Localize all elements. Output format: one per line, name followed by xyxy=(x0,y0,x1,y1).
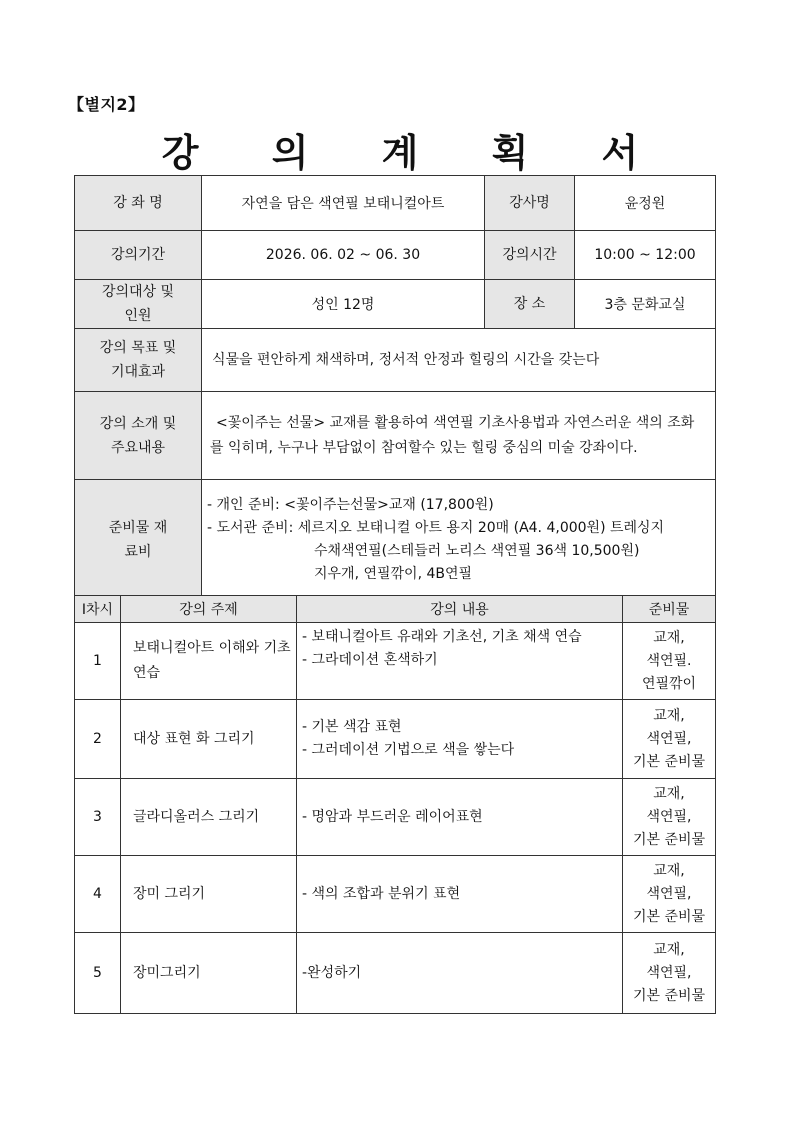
table-row xyxy=(75,856,716,933)
target-value: 성인 12명 xyxy=(202,280,485,329)
material-line: 기본 준비물 xyxy=(632,908,706,925)
place-value: 3층 문화교실 xyxy=(575,280,716,329)
material-line: 교재, xyxy=(653,707,685,724)
goal-label: 강의 목표 및 기대효과 xyxy=(75,329,202,392)
session-materials xyxy=(623,700,716,779)
content-line: - 색의 조합과 분위기 표현 xyxy=(302,885,461,902)
session-topic: 보태니컬아트 이해와 기초연습 xyxy=(121,623,297,700)
session-content xyxy=(297,779,623,856)
course-name-value: 자연을 담은 색연필 보태니컬아트 xyxy=(202,176,485,231)
period-label: 강의기간 xyxy=(75,231,202,280)
material-line: 색연필, xyxy=(646,885,692,902)
session-content xyxy=(297,623,623,700)
material-line: 교재, xyxy=(653,785,685,802)
material-line: 기본 준비물 xyxy=(632,987,706,1004)
material-line: 색연필, xyxy=(646,964,692,981)
prep-line-library: - 도서관 준비: 세르지오 보태니컬 아트 용지 20매 (A4. 4,000원) 트레싱지 xyxy=(207,519,665,536)
session-number: 2 xyxy=(75,700,121,779)
content-line: - 그라데이션 혼색하기 xyxy=(302,652,438,668)
intro-label: 강의 소개 및 주요내용 xyxy=(75,392,202,480)
content-line: -완성하기 xyxy=(302,964,362,981)
target-label: 강의대상 및 인원 xyxy=(75,280,202,329)
session-materials xyxy=(623,856,716,933)
material-line: 색연필, xyxy=(646,808,692,825)
session-number: 5 xyxy=(75,933,121,1014)
attachment-tag: 【별지2】 xyxy=(68,95,145,114)
session-materials xyxy=(623,779,716,856)
place-label: 장 소 xyxy=(485,280,575,329)
content-line: - 기본 색감 표현 xyxy=(302,719,402,735)
session-content xyxy=(297,856,623,933)
course-name-label: 강 좌 명 xyxy=(75,176,202,231)
material-line: 색연필, xyxy=(646,730,692,747)
session-content xyxy=(297,700,623,779)
session-topic: 대상 표현 화 그리기 xyxy=(121,700,297,779)
header-materials: 준비물 xyxy=(623,596,716,623)
header-topic: 강의 주제 xyxy=(121,596,297,623)
prep-line-pencils: 수채색연필(스테들러 노리스 색연필 36색 10,500원) xyxy=(314,542,640,559)
prep-label: 준비물 재료비 xyxy=(75,480,202,600)
material-line: 기본 준비물 xyxy=(632,753,706,770)
session-number: 1 xyxy=(75,623,121,700)
content-line: - 명암과 부드러운 레이어표현 xyxy=(302,808,483,825)
course-info-table xyxy=(74,175,716,600)
material-line: 교재, xyxy=(653,862,685,879)
document-title: 강 의 계 획 서 xyxy=(161,131,669,175)
session-topic: 글라디올러스 그리기 xyxy=(121,779,297,856)
table-row xyxy=(75,623,716,700)
session-number: 4 xyxy=(75,856,121,933)
period-value: 2026. 06. 02 ~ 06. 30 xyxy=(202,231,485,280)
table-row xyxy=(75,933,716,1014)
material-line: 교재, xyxy=(653,941,685,958)
table-row xyxy=(75,700,716,779)
session-materials xyxy=(623,623,716,700)
content-line: - 그러데이션 기법으로 색을 쌓는다 xyxy=(302,742,515,758)
content-line: - 보태니컬아트 유래와 기초선, 기초 채색 연습 xyxy=(302,629,582,645)
instructor-value: 윤정원 xyxy=(575,176,716,231)
material-line: 교재, xyxy=(653,629,685,646)
header-session: I차시 xyxy=(75,596,121,623)
session-topic: 장미그리기 xyxy=(121,933,297,1014)
session-number: 3 xyxy=(75,779,121,856)
material-line: 연필깎이 xyxy=(641,675,697,692)
time-value: 10:00 ~ 12:00 xyxy=(575,231,716,280)
session-schedule-table xyxy=(74,595,716,1014)
prep-value xyxy=(202,480,716,600)
header-content: 강의 내용 xyxy=(297,596,623,623)
session-materials xyxy=(623,933,716,1014)
goal-value: 식물을 편안하게 채색하며, 정서적 안정과 힐링의 시간을 갖는다 xyxy=(202,329,716,392)
table-row xyxy=(75,779,716,856)
intro-value: <꽃이주는 선물> 교재를 활용하여 색연필 기초사용법과 자연스러운 색의 조화를 익히며, 누구나 부담없이 참여할수 있는 힐링 중심의 미술 강좌이다. xyxy=(202,392,716,480)
material-line: 색연필. xyxy=(646,652,692,669)
instructor-label: 강사명 xyxy=(485,176,575,231)
time-label: 강의시간 xyxy=(485,231,575,280)
session-topic: 장미 그리기 xyxy=(121,856,297,933)
prep-line-personal: - 개인 준비: <꽃이주는선물>교재 (17,800원) xyxy=(207,496,494,513)
session-content xyxy=(297,933,623,1014)
material-line: 기본 준비물 xyxy=(632,831,706,848)
prep-line-tools: 지우개, 연필깎이, 4B연필 xyxy=(314,565,473,582)
